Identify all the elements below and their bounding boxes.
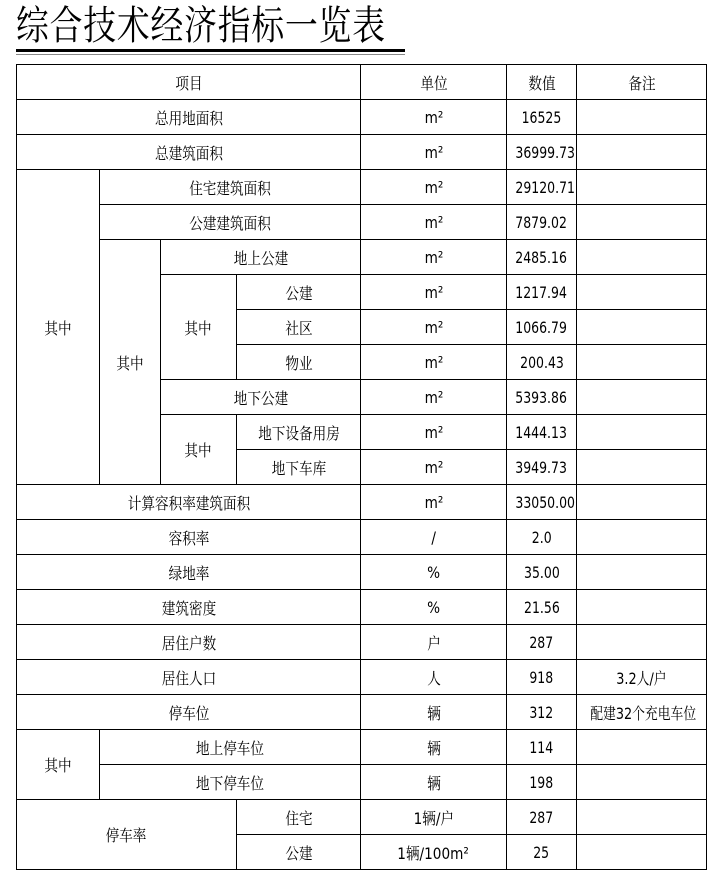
header-value: 数值 [507,65,577,100]
row-note [577,205,707,240]
row-note [577,730,707,765]
row-value: 21.56 [507,590,577,625]
row-value: 7879.02 [507,205,577,240]
row-value: 312 [507,695,577,730]
row-note [577,765,707,800]
header-item: 项目 [17,65,361,100]
table-row [17,205,707,240]
row-label: 公建建筑面积 [100,205,361,240]
row-label: 住宅 [237,800,361,835]
row-value: 2.0 [507,520,577,555]
row-unit: m² [361,205,507,240]
table-row [17,800,707,835]
header-unit: 单位 [361,65,507,100]
title-text: 综合技术经济指标一览表 [16,3,386,49]
row-unit: 1辆/户 [361,800,507,835]
row-label: 住宅建筑面积 [100,170,361,205]
row-label: 绿地率 [17,555,361,590]
row-label: 停车位 [17,695,361,730]
among-label: 其中 [100,240,161,485]
table-row [17,695,707,730]
row-value: 198 [507,765,577,800]
table-row [17,135,707,170]
row-unit: / [361,520,507,555]
row-unit: 户 [361,625,507,660]
table-row [17,590,707,625]
row-note [577,415,707,450]
row-value: 25 [507,835,577,870]
row-note [577,555,707,590]
row-note [577,100,707,135]
title-underline [16,49,405,52]
row-note [577,240,707,275]
table-header [17,65,707,100]
header-note: 备注 [577,65,707,100]
row-label: 地下停车位 [100,765,361,800]
row-note [577,590,707,625]
row-unit: m² [361,485,507,520]
row-unit: m² [361,345,507,380]
row-value: 2485.16 [507,240,577,275]
among-label: 其中 [161,275,237,380]
row-note: 3.2人/户 [577,660,707,695]
row-unit: m² [361,135,507,170]
among-label: 其中 [161,415,237,485]
row-label: 总用地面积 [17,100,361,135]
row-value: 36999.73 [507,135,577,170]
row-note [577,625,707,660]
row-unit: m² [361,240,507,275]
row-unit: m² [361,450,507,485]
row-note [577,275,707,310]
row-label: 总建筑面积 [17,135,361,170]
table-row [17,240,707,275]
row-value: 114 [507,730,577,765]
table-row [17,555,707,590]
row-unit: 辆 [361,730,507,765]
table-row [17,520,707,555]
row-note [577,380,707,415]
row-value: 16525 [507,100,577,135]
page-title [16,2,406,50]
row-label: 居住户数 [17,625,361,660]
row-value: 287 [507,800,577,835]
row-unit: m² [361,380,507,415]
row-unit: m² [361,275,507,310]
row-unit: % [361,590,507,625]
table-row [17,170,707,205]
row-value: 200.43 [507,345,577,380]
row-note [577,310,707,345]
row-value: 918 [507,660,577,695]
row-label: 地上公建 [161,240,361,275]
row-note [577,450,707,485]
row-note [577,835,707,870]
row-value: 35.00 [507,555,577,590]
row-label: 地上停车位 [100,730,361,765]
row-label: 地下公建 [161,380,361,415]
row-value: 5393.86 [507,380,577,415]
row-label: 计算容积率建筑面积 [17,485,361,520]
row-label: 容积率 [17,520,361,555]
among-label: 其中 [17,170,100,485]
row-unit: m² [361,170,507,205]
row-label: 地下设备用房 [237,415,361,450]
row-note [577,485,707,520]
row-note [577,520,707,555]
row-label: 物业 [237,345,361,380]
row-value: 29120.71 [507,170,577,205]
table-row [17,730,707,765]
row-label: 建筑密度 [17,590,361,625]
row-note [577,135,707,170]
row-note: 配建32个充电车位 [577,695,707,730]
row-label: 居住人口 [17,660,361,695]
row-note [577,345,707,380]
row-label: 社区 [237,310,361,345]
row-unit: m² [361,415,507,450]
table-row [17,485,707,520]
row-value: 1444.13 [507,415,577,450]
row-value: 3949.73 [507,450,577,485]
row-label: 公建 [237,835,361,870]
row-unit: 辆 [361,765,507,800]
among-label: 其中 [17,730,100,800]
row-value: 287 [507,625,577,660]
row-label: 地下车库 [237,450,361,485]
row-note [577,170,707,205]
table-row [17,625,707,660]
table-row [17,660,707,695]
row-unit: 1辆/100m² [361,835,507,870]
row-unit: m² [361,310,507,345]
row-value: 1217.94 [507,275,577,310]
title-underline-thin [16,54,405,55]
parking-rate-label: 停车率 [17,800,237,870]
row-unit: 人 [361,660,507,695]
row-value: 33050.00 [507,485,577,520]
row-unit: % [361,555,507,590]
row-label: 公建 [237,275,361,310]
row-unit: m² [361,100,507,135]
table-row [17,100,707,135]
row-value: 1066.79 [507,310,577,345]
row-note [577,800,707,835]
table-row [17,765,707,800]
indicator-table [16,64,707,870]
row-unit: 辆 [361,695,507,730]
